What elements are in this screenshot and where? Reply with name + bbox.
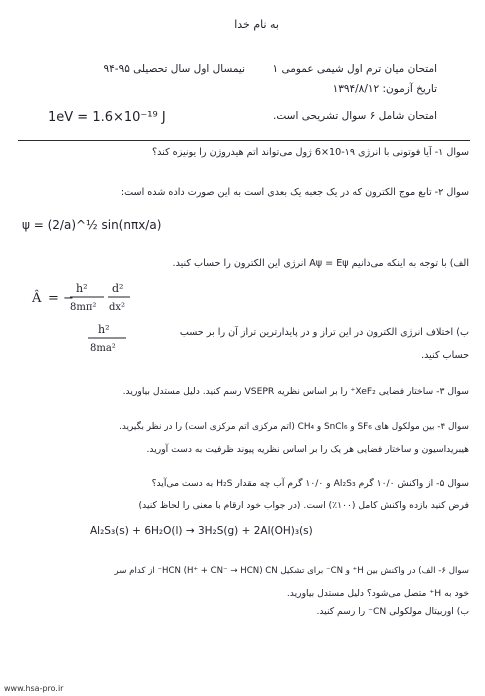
question-3: سوال ۳- ساختار فضایی XeF₂⁺ را بر اساس نظریه VSEPR رسم کنید. دلیل مستدل بیاورید.: [122, 386, 469, 397]
question-2b-line2: حساب کنید.: [421, 350, 469, 361]
question-6b: ب) اوربیتال مولکولی CN⁻ را رسم کنید.: [316, 606, 469, 617]
denominator-dx2: dx²: [109, 302, 126, 313]
hamiltonian-operator: [30, 278, 150, 318]
energy-unit-fraction: [86, 320, 130, 356]
question-4-line1: سوال ۴- بین مولکول های SF₆ و SnCl₆ و CH₄ (اتم مرکزی اتم مرکزی است) را در نظر بگیرید.: [119, 422, 469, 432]
exam-date: تاریخ آزمون: ۱۳۹۴/۸/۱۲: [332, 83, 437, 95]
wavefunction-equation: ψ = (2/a)^½ sin(nπx/a): [22, 218, 162, 232]
equals-sign: = −: [48, 291, 74, 306]
question-6a-cont: خود به H⁺ متصل می‌شود؟ دلیل مستدل بیاورید.: [286, 588, 469, 599]
numerator-d2: d²: [112, 282, 124, 295]
question-4-line2: هیبریداسیون و ساختار فضایی هر یک را بر اساس نظریه پیوند ظرفیت به دست آورید.: [146, 444, 469, 455]
question-2b-line1: ب) اختلاف انرژی الکترون در این تراز و در پایدارترین تراز آن را بر حسب: [179, 327, 469, 338]
question-2a: الف) با توجه به اینکه می‌دانیم Aψ = Eψ انرژی این الکترون را حساب کنید.: [172, 258, 469, 269]
reaction-equation: Al₂S₃(s) + 6H₂O(l) → 3H₂S(g) + 2Al(OH)₃(s): [90, 525, 313, 537]
academic-year: نیمسال اول سال تحصیلی ۹۵-۹۴: [103, 63, 245, 75]
denominator-8mpi2: 8mπ²: [70, 302, 97, 313]
exam-title: امتحان میان ترم اول شیمی عمومی ۱: [272, 63, 437, 75]
svg-text:8ma²: 8ma²: [90, 343, 116, 354]
operator-a-hat: Â: [32, 291, 42, 306]
footer-url[interactable]: www.hsa-pro.ir: [4, 684, 64, 693]
numerator-h2: h²: [76, 282, 88, 295]
question-1: سوال ۱- آیا فوتونی با انرژی ۱۹-10×6 ژول می‌تواند اتم هیدروژن را یونیزه کند؟: [152, 147, 469, 158]
question-2-intro: سوال ۲- تابع موج الکترون که در یک جعبه یک بعدی است به این صورت داده شده است:: [120, 187, 469, 198]
question-5-line1: سوال ۵- از واکنش ۱۰/۰ گرم Al₂S₃ و ۱۰/۰ گرم آب چه مقدار H₂S به دست می‌آید؟: [151, 478, 469, 489]
ev-conversion: 1eV = 1.6×10⁻¹⁹ J: [48, 110, 166, 125]
question-6-intro: سوال ۶- الف) در واکنش بین H⁺ و CN⁻ برای تشکیل HCN (H⁺ + CN⁻ → HCN) CN⁻ از کدام سر: [114, 566, 469, 576]
question-count-note: امتحان شامل ۶ سوال تشریحی است.: [273, 110, 437, 122]
svg-text:h²: h²: [98, 323, 110, 336]
header-divider: [18, 140, 470, 141]
question-5-line2: فرض کنید بازده واکنش کامل (۱۰۰٪) است. (در جواب خود ارقام با معنی را لحاظ کنید): [138, 500, 469, 511]
basmala: به نام خدا: [234, 18, 279, 31]
